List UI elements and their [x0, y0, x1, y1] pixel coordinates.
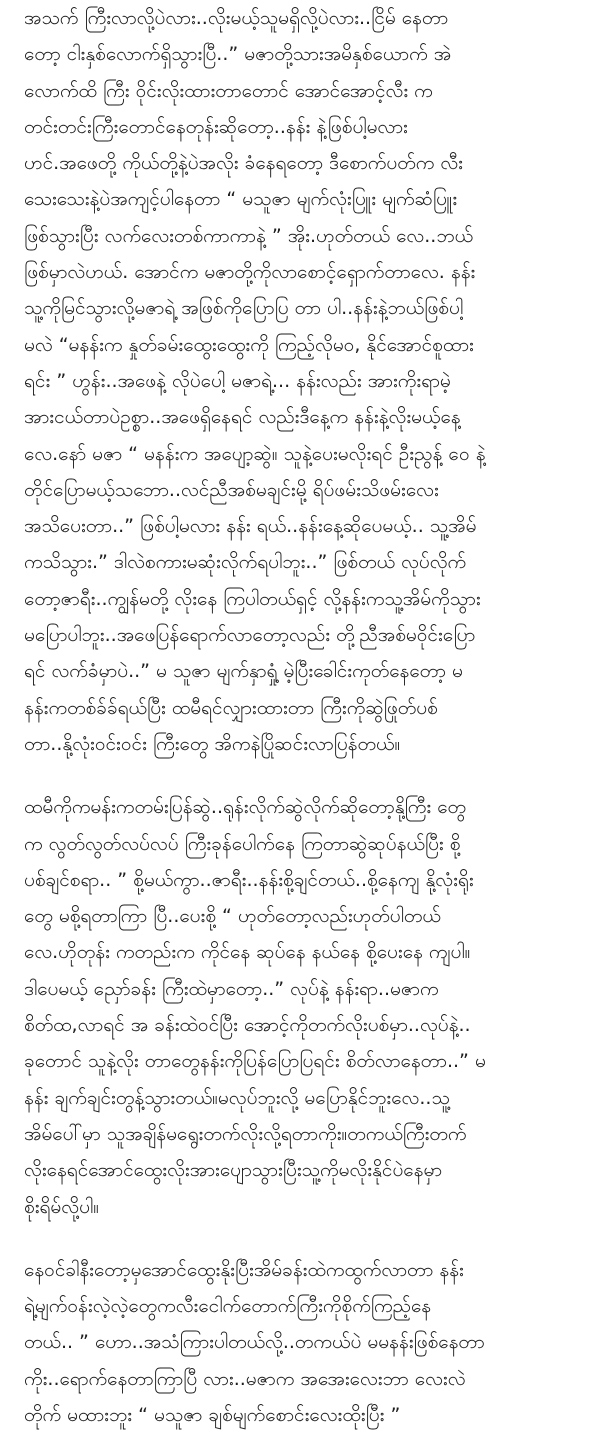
text-line: တိုင်ပြောမယ့်သဘော..လင်ညီအစ်မချင်းမို့ ရိပ်ဖမ်းသိဖမ်းလေး — [24, 478, 439, 501]
text-line: အားငယ်တာပဲဥစ္စာ..အဖေရှိနေရင် လည်းဒီနေ့က နန်းနဲ့လိုးမယ့်နေ့ — [24, 406, 461, 429]
text-line: တယ်.. ” ဟော..အသံကြားပါတယ်လို့..တကယ်ပဲ မမနန်းဖြစ်နေတာ — [24, 1331, 485, 1354]
text-line: အသက် ကြီးလာလို့ပဲလား..လိုးမယ့်သူမရှိလို့ပဲလား..ငြိမ် နေတာ — [24, 7, 449, 29]
text-line: တော့ ငါးနှစ်လောက်ရှိသွားပြီ..” မဇာတို့သားအမိနှစ်ယောက် အဲ — [24, 43, 452, 66]
text-line: အသိပေးတာ..” ဖြစ်ပါ့မလား နန်း ရယ်..နန်းနေ့ဆိုပေမယ့်.. သူ့အိမ် — [24, 515, 477, 538]
text-line: နေဝင်ခါနီးတော့မှအောင်ထွေးနိုးပြီးအိမ်ခန်းထဲကထွက်လာတာ နန်း — [24, 1258, 464, 1281]
text-line: ဒါပေမယ့် ညှော်ခန်း ကြီးထဲမှာတော့..” လုပ်နဲ့ နန်းရာ..မဇာက — [24, 977, 439, 1000]
text-line: ကသိသွား.” ဒါလဲစကားမဆုံးလိုက်ရပါဘူး..” ဖြစ်တယ် လုပ်လိုက် — [24, 551, 467, 574]
text-line: ကိုး..ရောက်နေတာကြာပြီ လား..မဇာက အအေးလေးဘာ လေးလဲ — [24, 1367, 466, 1390]
text-line: လေ.ဟိုတုန်း ကတည်းက ကိုင်နေ ဆုပ်နေ နယ်နေ စို့ပေးနေ ကျပါ။ — [24, 941, 471, 964]
text-line: ရင်း ” ဟွန်း..အဖေနဲ့ လိုပဲပေါ့ မဇာရဲ့... နန်းလည်း အားကိုးရာမဲ့ — [24, 369, 451, 392]
paragraph-3 — [24, 1252, 584, 1433]
text-line: လေ.နော် မဇာ “ မနန်းက အပျော့ဆွဲ။ သူနဲ့ပေးမလိုးရင် ဦးညွန့် ၀ေ နဲ့ — [24, 442, 486, 465]
text-line: တာ..နို့လုံးဝင်းဝင်း ကြီးတွေ အိကနဲပြိုဆင်းလာပြန်တယ်။ — [24, 732, 401, 755]
text-line: ဟင်.အဖေတို့ ကိုယ်တို့နဲ့ပဲအလိုး ခံနေရတော့ ဒီစောက်ပတ်က လီး — [24, 152, 463, 175]
text-line: မလဲ “မနန်းက နှုတ်ခမ်းထွေးထွေးကို ကြည့်လိုမဝ, နိုင်အောင်စူထား — [24, 333, 474, 356]
text-line: သူ့ကိုမြင်သွားလို့မဇာရဲ့ အဖြစ်ကိုပြောပြ တာ ပါ..နန်းနဲ့ဘယ်ဖြစ်ပါ့ — [24, 297, 464, 320]
text-line: သေးသေးနဲ့ပဲအကျင့်ပါနေတာ “ မသူဇာ မျက်လုံးပြူး မျက်ဆံပြူး — [24, 188, 458, 211]
text-line: အိမ်ပေါ်မှာ သူအချိန်မရွေးတက်လိုးလို့ရတာကိုး။တကယ်ကြီးတက် — [24, 1122, 467, 1145]
text-line: ဖြစ်မှာလဲဟယ်. အောင်က မဇာတို့ကိုလာစောင့်ရှောက်တာလေ. နန်း — [24, 261, 476, 284]
text-line: တွေ မစို့ရတာကြာ ပြီ..ပေးစို့ “ ဟုတ်တော့လည်းဟုတ်ပါတယ် — [24, 905, 441, 928]
article-body — [24, 0, 584, 1433]
text-line: စိတ်ထ,လာရင် အ ခန်းထဲဝင်ပြီး အောင့်ကိုတက်လိုးပစ်မှာ..လုပ်နဲ့.. — [24, 1014, 471, 1037]
text-line: က လွတ်လွတ်လပ်လပ် ကြီးခုန်ပေါက်နေ ကြတာဆွဲဆုပ်နယ်ပြီး စို့ — [24, 832, 461, 855]
paragraph-spacer — [24, 762, 584, 789]
text-line: ပစ်ချင်စရာ.. ” စို့မယ်ကွာ..ဇာရီး..နန်းစို့ချင်တယ်..စို့နေကျ နို့လုံးရိုး — [24, 868, 474, 891]
text-line: ဖြစ်သွားပြီး လက်လေးတစ်ကာကာနဲ့ ” အိုး.ဟုတ်တယ် လေ..ဘယ် — [24, 224, 474, 247]
text-line: လောက်ထိ ကြီး ဝိုင်းလိုးထားတာတောင် အောင်အောင့်လီး က — [24, 79, 433, 102]
text-line: တင်းတင်းကြီးတောင်နေတုန်းဆိုတော့..နန်း နဲ့ဖြစ်ပါ့မလား — [24, 115, 408, 138]
text-line: နန်း ချက်ချင်းတွန့်သွားတယ်။မလုပ်ဘူးလို့ မပြောနိုင်ဘူးလေ..သူ့ — [24, 1086, 450, 1109]
text-line: ထမီကိုကမန်းကတမ်းပြန်ဆွဲ..ရုန်းလိုက်ဆွဲလိုက်ဆိုတော့နို့ကြီး တွေ — [24, 796, 467, 819]
paragraph-1 — [24, 0, 584, 762]
text-line: လိုးနေရင်အောင်ထွေးလိုးအားပျောသွားပြီးသူ့ကိုမလိုးနိုင်ပဲနေမှာ — [24, 1159, 443, 1182]
text-line: ရင် လက်ခံမှာပဲ..” မ သူဇာ မျက်နှာရှုံ့ မဲ့ပြီးခေါင်းကုတ်နေတော့ မ — [24, 660, 463, 683]
text-line: စိုးရိမ်လို့ပါ။ — [24, 1195, 99, 1218]
text-line: မပြောပါဘူး..အဖေပြန်ရောက်လာတော့လည်း တို့ညီအစ်မဝိုင်းပြော — [24, 624, 476, 647]
text-line: နန်းကတစ်ခ်ခ်ရယ်ပြီး ထမီရင်လျှားထားတာ ကြီးကိုဆွဲဖြုတ်ပစ် — [24, 696, 438, 719]
text-line: တိုက် မထားဘူး “ မသူဇာ ချစ်မျက်စောင်းလေးထိုးပြီး ” — [24, 1403, 401, 1426]
text-line: တော့ဇာရီး..ကျွန်မတို့ လိုးနေ ကြပါတယ်ရှင့် လို့နန်းကသူ့အိမ်ကိုသွား — [24, 587, 481, 610]
paragraph-2 — [24, 789, 584, 1225]
text-line: ခုတောင် သူနဲ့လိုး တာတွေနန်းကိုပြန်ပြောပြရင်း စိတ်လာနေတာ..” မ — [24, 1050, 486, 1073]
paragraph-spacer — [24, 1225, 584, 1252]
text-line: ရဲ့မျက်ဝန်းလဲ့လဲ့တွေကလီးငေါက်တောက်ကြီးကိုစိုက်ကြည့်နေ — [24, 1295, 432, 1318]
